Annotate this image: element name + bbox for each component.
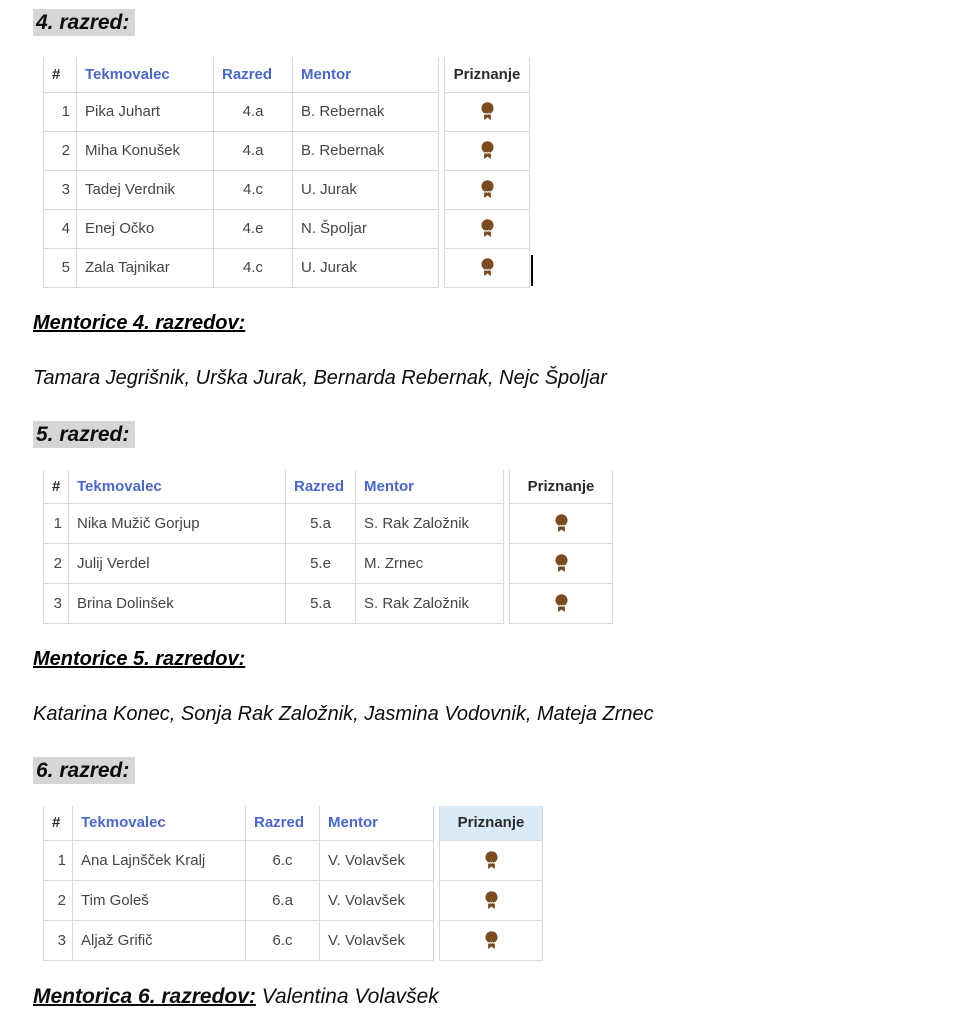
table-header-row [44,806,434,840]
cell-award [510,584,613,624]
cell-competitor: Enej Očko [77,209,214,248]
table-header-row [510,470,613,504]
cell-grade: 4.a [214,131,293,170]
results-table-group-5 [43,470,971,625]
cell-award [445,92,530,131]
text-caret [531,255,533,286]
mentors-list-5: Katarina Konec, Sonja Rak Založnik, Jasmina Vodovnik, Mateja Zrnec [33,703,654,725]
cell-mentor: V. Volavšek [320,840,434,880]
priznanje-column-5 [509,470,613,625]
table-row [44,504,504,544]
cell-grade: 4.c [214,170,293,209]
table-row [44,544,504,584]
column-header-priznanje[interactable]: Priznanje [440,806,543,840]
award-medal-icon [554,514,569,533]
column-header-mentor[interactable]: Mentor [356,470,504,504]
cell-mentor: V. Volavšek [320,920,434,960]
mentor-value: Valentina Volavšek [261,984,439,1008]
column-header-razred[interactable]: Razred [214,58,293,92]
results-table-4 [43,58,439,288]
cell-competitor: Tim Goleš [73,880,246,920]
grade-heading-5 [33,420,971,450]
cell-grade: 6.c [246,920,320,960]
cell-competitor: Aljaž Grifič [73,920,246,960]
table-row [44,584,504,624]
column-header-num[interactable]: # [44,58,77,92]
mentors-list-4: Tamara Jegrišnik, Urška Jurak, Bernarda Rebernak, Nejc Špoljar [33,366,607,389]
cell-competitor: Pika Juhart [77,92,214,131]
column-header-tekmovalec[interactable]: Tekmovalec [69,470,286,504]
cell-award [445,248,530,287]
award-medal-icon [484,851,499,870]
award-medal-icon [480,141,495,160]
cell-num: 3 [44,920,73,960]
mentors-heading-4: Mentorice 4. razredov: [33,311,246,334]
table-row [44,209,439,248]
cell-grade: 4.a [214,92,293,131]
cell-grade: 4.c [214,248,293,287]
table-row [44,248,439,287]
cell-num: 1 [44,840,73,880]
cell-num: 2 [44,880,73,920]
cell-award [510,544,613,584]
table-row [510,584,613,624]
cell-num: 1 [44,504,69,544]
cell-mentor: N. Špoljar [293,209,439,248]
mentor-label: Mentorica 6. razredov: [33,984,256,1008]
cell-competitor: Brina Dolinšek [69,584,286,624]
award-medal-icon [554,554,569,573]
cell-award [445,170,530,209]
cell-grade: 5.a [286,504,356,544]
award-medal-icon [480,180,495,199]
table-row [440,840,543,880]
table-row [44,920,434,960]
cell-grade: 5.a [286,584,356,624]
table-row [445,248,530,287]
grade-heading-4 [33,8,971,38]
cell-mentor: B. Rebernak [293,92,439,131]
cell-award [445,209,530,248]
award-medal-icon [480,102,495,121]
results-table-5 [43,470,504,625]
cell-num: 3 [44,584,69,624]
table-row [440,880,543,920]
highlighted-heading-text: 6. razred: [33,757,135,784]
cell-mentor: V. Volavšek [320,880,434,920]
column-header-razred[interactable]: Razred [286,470,356,504]
table-row [440,920,543,960]
results-table-6 [43,806,434,961]
column-header-tekmovalec[interactable]: Tekmovalec [77,58,214,92]
cell-award [510,504,613,544]
table-row [445,92,530,131]
column-header-mentor[interactable]: Mentor [293,58,439,92]
grade-heading-6 [33,756,971,786]
table-row [510,504,613,544]
column-header-priznanje[interactable]: Priznanje [510,470,613,504]
table-row [44,92,439,131]
cell-award [440,840,543,880]
cell-num: 2 [44,131,77,170]
mentor-line-6 [33,985,971,1009]
award-medal-icon [480,258,495,277]
award-medal-icon [484,891,499,910]
results-table-group-6 [43,806,971,961]
table-row [510,544,613,584]
award-medal-icon [480,219,495,238]
cell-competitor: Tadej Verdnik [77,170,214,209]
cell-num: 4 [44,209,77,248]
table-header-row [445,58,530,92]
table-row [44,131,439,170]
table-header-row [44,470,504,504]
cell-competitor: Ana Lajnšček Kralj [73,840,246,880]
priznanje-column-4 [444,58,530,288]
award-medal-icon [484,931,499,950]
cell-num: 3 [44,170,77,209]
table-row [445,170,530,209]
table-header-row [440,806,543,840]
cell-num: 2 [44,544,69,584]
cell-grade: 6.a [246,880,320,920]
cell-competitor: Miha Konušek [77,131,214,170]
cell-num: 5 [44,248,77,287]
cell-grade: 6.c [246,840,320,880]
table-row [44,170,439,209]
column-header-tekmovalec[interactable]: Tekmovalec [73,806,246,840]
cell-award [440,920,543,960]
cell-competitor: Julij Verdel [69,544,286,584]
cell-award [445,131,530,170]
cell-grade: 5.e [286,544,356,584]
cell-mentor: U. Jurak [293,170,439,209]
cell-award [440,880,543,920]
table-row [445,209,530,248]
table-row [445,131,530,170]
results-table-group-4 [43,58,971,288]
table-row [44,840,434,880]
cell-grade: 4.e [214,209,293,248]
column-header-razred[interactable]: Razred [246,806,320,840]
column-header-priznanje[interactable]: Priznanje [445,58,530,92]
award-medal-icon [554,594,569,613]
mentors-heading-5: Mentorice 5. razredov: [33,648,246,670]
cell-num: 1 [44,92,77,131]
cell-mentor: S. Rak Založnik [356,584,504,624]
highlighted-heading-text: 5. razred: [33,421,135,448]
column-header-num[interactable]: # [44,806,73,840]
cell-mentor: B. Rebernak [293,131,439,170]
priznanje-column-6 [439,806,543,961]
cell-mentor: M. Zrnec [356,544,504,584]
highlighted-heading-text: 4. razred: [33,9,135,36]
table-row [44,880,434,920]
column-header-mentor[interactable]: Mentor [320,806,434,840]
cell-competitor: Zala Tajnikar [77,248,214,287]
cell-mentor: U. Jurak [293,248,439,287]
table-header-row [44,58,439,92]
cell-mentor: S. Rak Založnik [356,504,504,544]
column-header-num[interactable]: # [44,470,69,504]
cell-competitor: Nika Mužič Gorjup [69,504,286,544]
